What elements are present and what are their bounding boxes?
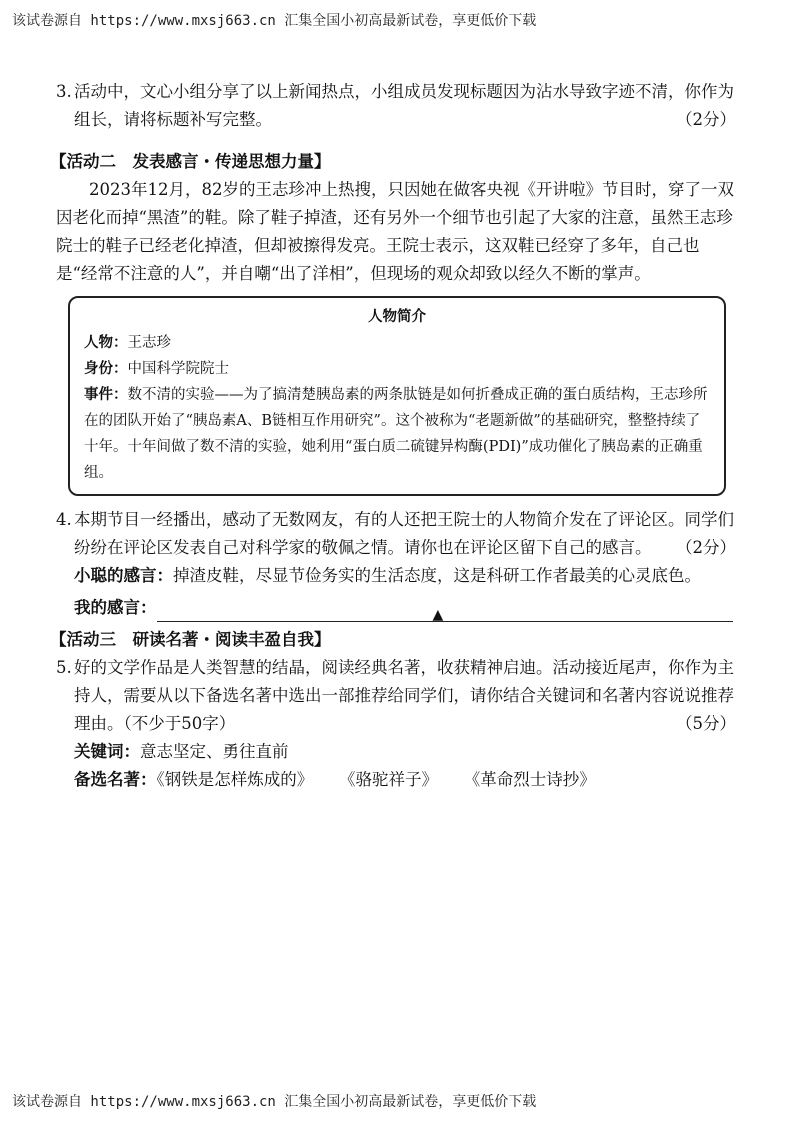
profile-identity xyxy=(84,356,710,382)
activity-2-paragraph: 2023年12月，82岁的王志珍冲上热搜，只因她在做客央视《开讲啦》节目时，穿了一双因老化而掉“黑渣”的鞋。除了鞋子掉渣，还有另外一个细节也引起了大家的注意，虽然王志珍院士的鞋子已经老化掉渣，但却被擦得发亮。王院士表示，这双鞋已经穿了多年，自己也是“经常不注意的人”，并自嘲“出了洋相”，但现场的观众却致以经久不断的掌声。 xyxy=(56,180,734,283)
source-banner-bottom: 该试卷源自 https://www.mxsj663.cn 汇集全国小初高最新试卷，享更低价下载 xyxy=(12,1094,537,1110)
profile-title: 人物简介 xyxy=(368,309,426,325)
my-comment-label: 我的感言： xyxy=(74,598,157,617)
question-score: （5分） xyxy=(676,714,736,733)
sample-comment xyxy=(74,562,736,590)
profile-identity-label: 身份： xyxy=(84,361,128,377)
question-text: 活动中，文心小组分享了以上新闻热点，小组成员发现标题因为沾水导致字迹不清，你作为组长，请将标题补写完整。 xyxy=(74,82,734,129)
profile-box xyxy=(68,296,726,496)
source-banner-top: 该试卷源自 https://www.mxsj663.cn 汇集全国小初高最新试卷，享更低价下载 xyxy=(12,13,537,29)
question-3 xyxy=(56,78,736,134)
question-text: 好的文学作品是人类智慧的结晶，阅读经典名著，收获精神启迪。活动接近尾声，你作为主持人，需要从以下备选名著中选出一部推荐给同学们，请你结合关键词和名著内容说说推荐理由。（不少于50字） xyxy=(74,658,734,733)
book-options xyxy=(74,766,736,794)
question-score: （2分） xyxy=(676,538,736,557)
answer-line[interactable] xyxy=(157,599,733,622)
keywords-label: 关键词： xyxy=(74,742,140,761)
profile-identity-value: 中国科学院院士 xyxy=(127,361,229,377)
question-number: 5. xyxy=(56,658,72,677)
question-score: （2分） xyxy=(676,110,736,129)
profile-person-value: 王志珍 xyxy=(127,335,171,351)
triangle-marker-icon: ▲ xyxy=(432,607,444,623)
my-comment xyxy=(74,594,736,622)
profile-event-value: 数不清的实验——为了搞清楚胰岛素的两条肽链是如何折叠成正确的蛋白质结构，王志珍所在的团队开始了“胰岛素A、B链相互作用研究”。这个被称为“老题新做”的基础研究，整整持续了十年。十年间做了数不清的实验，她利用“蛋白质二硫键异构酶(PDI)”成功催化了胰岛素的正确重组。 xyxy=(84,387,708,481)
book-options-label: 备选名著： xyxy=(74,770,157,789)
question-5 xyxy=(56,654,736,794)
book-option: 《钢铁是怎样炼成的》 xyxy=(156,770,314,789)
keywords xyxy=(74,738,736,766)
exam-content xyxy=(50,78,736,794)
sample-comment-label: 小聪的感言： xyxy=(74,566,173,585)
profile-person xyxy=(84,330,710,356)
question-number: 3. xyxy=(56,82,72,101)
keywords-value: 意志坚定、勇往直前 xyxy=(140,742,289,761)
profile-person-label: 人物： xyxy=(84,335,128,351)
book-option: 《骆驼祥子》 xyxy=(347,770,438,789)
activity-3-title: 【活动三 研读名著・阅读丰盈自我】 xyxy=(50,630,331,649)
question-text: 本期节目一经播出，感动了无数网友，有的人还把王院士的人物简介发在了评论区。同学们纷纷在评论区发表自己对科学家的敬佩之情。请你也在评论区留下自己的感言。 xyxy=(74,510,734,557)
profile-event-label: 事件： xyxy=(84,387,128,403)
profile-event xyxy=(84,382,710,486)
sample-comment-text: 掉渣皮鞋，尽显节俭务实的生活态度，这是科研工作者最美的心灵底色。 xyxy=(173,566,701,585)
book-option: 《革命烈士诗抄》 xyxy=(472,770,596,789)
question-number: 4. xyxy=(56,510,72,529)
activity-2-title: 【活动二 发表感言・传递思想力量】 xyxy=(50,152,331,171)
question-4 xyxy=(56,506,736,622)
